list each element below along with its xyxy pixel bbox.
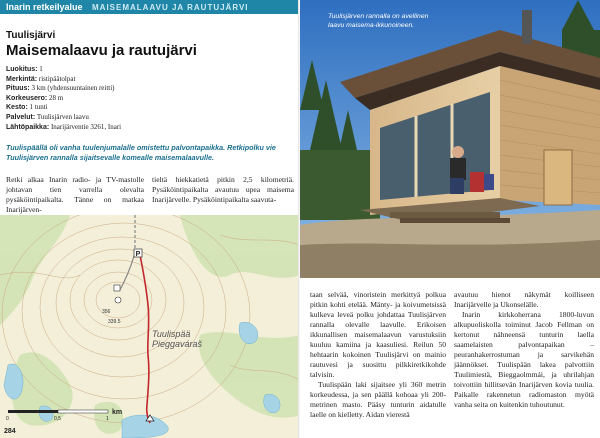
fact-row — [6, 94, 121, 104]
fact-value: 1 tunti — [29, 103, 48, 112]
header-category: Inarin retkeilyalue — [6, 2, 83, 12]
page-title: Maisemalaavu ja rautujärvi — [6, 42, 197, 59]
scale-tick: 0 — [6, 416, 9, 422]
fact-value: 3 km (yhdensuuntainen reitti) — [31, 84, 115, 93]
svg-text:P: P — [135, 251, 141, 258]
photo-caption: Tuulisjärven rannalla on avellinen laavu maisema-ikkunoineen. — [328, 13, 429, 29]
fact-row — [6, 75, 121, 85]
fact-value: ristipäätolpat — [38, 74, 76, 83]
fact-label: Luokitus: — [6, 66, 38, 73]
page-number: 284 — [4, 428, 16, 435]
fact-row — [6, 103, 121, 113]
fact-value: Inarijärventie 3261, Inari — [50, 122, 122, 131]
paragraph: Tuulispään laki sijaitsee yli 360 metrin korkeudessa, ja sen päällä kohoaa yli 200-metrinen masto. Pääsy tunturin aidatulle laelle on kielletty. Aidan vierestä — [310, 380, 446, 419]
fact-row — [6, 84, 121, 94]
fact-label: Palvelut: — [6, 113, 36, 121]
fact-row — [6, 65, 121, 75]
fact-value: 1 — [39, 65, 43, 73]
shelter-photo — [300, 0, 600, 278]
paragraph: avautuu hienot näkymät koilliseen Inarijärvelle ja Ukonselälle. — [454, 290, 594, 309]
trail-map — [0, 215, 300, 438]
map-place-label: Tuulispää — [152, 329, 191, 339]
body-column-right-1 — [310, 290, 446, 420]
fact-label: Merkintä: — [6, 75, 38, 83]
fact-row — [6, 113, 121, 123]
fact-label: Pituus: — [6, 85, 30, 93]
header-section: MAISEMALAAVU JA RAUTUJÄRVI — [92, 2, 249, 12]
paragraph: Inarin kirkkoherrana 1800-luvun alkupuoliskolla toiminut Jacob Fellman on kertonut nähneensä tunturin laella saamelaisten palvontapaikan – peuranhakerrostuman ja sarvikehän jäännökset. Tuulispään lakea palvottiin Tuulimiestä, Bieggaolmmái, ja uhrilahjan toivottiin hillitsevän Inarijärven kovia tuulia. Paikalle rakennetun radiomaston myötä vanha seita on kuitenkin tuhoutunut. — [454, 310, 594, 409]
paragraph: taan selvää, vinoristein merkittyä polkua pitkin kohti etelää. Mänty- ja koivumetsissä kulkeva leveä polku johdattaa Tuulisjärven rannalla olevalle laavulle. Erikoisen ikkunallisen maisemalaavun varustuksiin kuuluu kamiina ja kaasuliesi. Reilun 50 hehtaarin kokoinen Tuulisjärvi on mainio rautuvesi ja suosittu pilkkiretkikohde talvisin. — [310, 290, 446, 379]
header-bar — [0, 0, 300, 14]
fact-label: Kesto: — [6, 104, 28, 112]
scale-unit: km — [112, 409, 123, 416]
area-name: Tuulisjärvi — [6, 30, 56, 41]
fact-row — [6, 123, 121, 133]
trail-facts — [6, 65, 121, 132]
fact-value: Tuulisjärven laavu — [36, 112, 89, 121]
map-place-label: Pieggaváraš — [152, 339, 203, 349]
scale-tick: 1 — [106, 416, 109, 422]
scale-tick: 0,5 — [54, 416, 61, 422]
body-column-left-1: Retki alkaa Inarin radio- ja TV-mastolle johtavan tien varrella olevalta pysäköintipaikalta. Tänne on matkaa Inarijärven- — [6, 175, 144, 214]
spot-height: 356 — [102, 309, 111, 315]
body-column-left-2: tieltä hiekkatietä pitkin 2,5 kilometriä. Pysäköintipaikalta avautuu upea maisema Inarijärvelle. Pysäköintipaikalta saavuta- — [152, 175, 294, 204]
fact-label: Korkeusero: — [6, 94, 48, 102]
fact-value: 28 m — [48, 93, 64, 102]
intro-text: Tuulispäällä oli vanha tuulenjumalalle omistettu palvontapaikka. Retkipolku vie Tuulisjärven rannalla sijaitsevalle komealle maisemalaavulle. — [6, 143, 276, 162]
spot-height: 339.5 — [108, 319, 121, 325]
fact-label: Lähtöpaikka: — [6, 123, 50, 131]
right-page — [300, 0, 600, 438]
body-column-right-2 — [454, 290, 594, 410]
